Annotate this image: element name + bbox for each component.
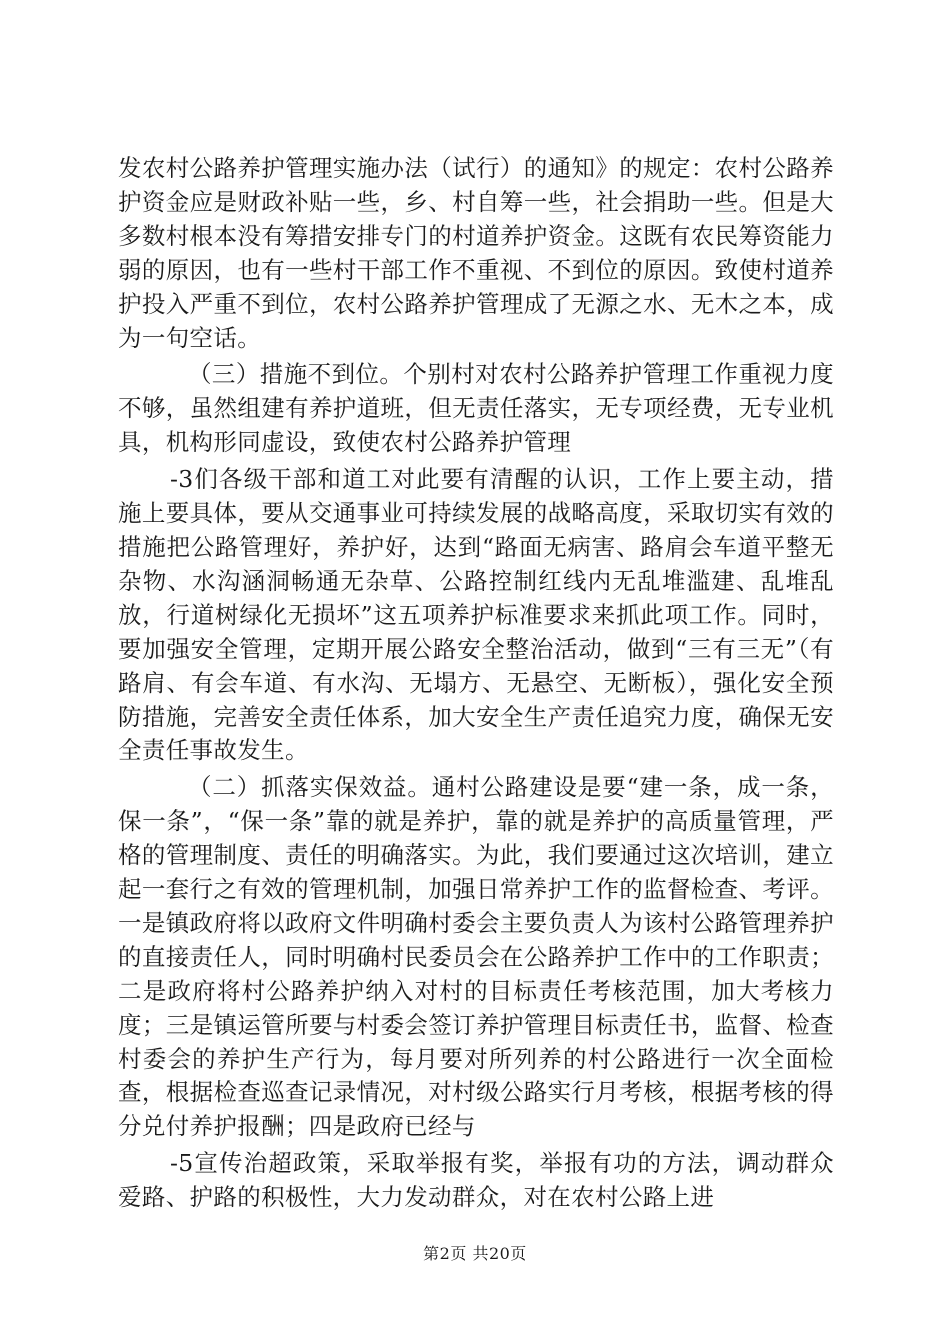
paragraph-funding: 发农村公路养护管理实施办法（试行）的通知》的规定：农村公路养护资金应是财政补贴一些，乡、村自筹一些，社会捐助一些。但是大多数村根本没有筹措安排专门的村道养护资金。这既有农民筹资能力弱的原因，也有一些村干部工作不重视、不到位的原因。致使村道养护投入严重不到位，农村公路养护管理成了无源之水、无木之本，成为一句空话。 bbox=[118, 154, 834, 352]
paragraph-publicity: -5宣传治超政策，采取举报有奖，举报有功的方法，调动群众爱路、护路的积极性，大力发动群众，对在农村公路上进 bbox=[118, 1149, 834, 1212]
paragraph-implementation: （二）抓落实保效益。通村公路建设是要“建一条，成一条，保一条”，“保一条”靠的就是养护，靠的就是养护的高质量管理，严格的管理制度、责任的明确落实。为此，我们要通过这次培训，建立起一套行之有效的管理机制，加强日常养护工作的监督检查、考评。一是镇政府将以政府文件明确村委会主要负责人为该村公路管理养护的直接责任人，同时明确村民委员会在公路养护工作中的工作职责；二是政府将村公路养护纳入对村的目标责任考核范围，加大考核力度；三是镇运管所要与村委会签订养护管理目标责任书，监督、检查村委会的养护生产行为，每月要对所列养的村公路进行一次全面检查，根据检查巡查记录情况，对村级公路实行月考核，根据考核的得分兑付养护报酬；四是政府已经与 bbox=[118, 773, 834, 1141]
paragraph-measures: （三）措施不到位。个别村对农村公路养护管理工作重视力度不够，虽然组建有养护道班，但无责任落实，无专项经费，无专业机具，机构形同虚设，致使农村公路养护管理 bbox=[118, 360, 834, 457]
page-footer: 第2页 共20页 bbox=[423, 1244, 527, 1263]
body-text bbox=[118, 152, 834, 1218]
paragraph-awareness: -3们各级干部和道工对此要有清醒的认识，工作上要主动，措施上要具体，要从交通事业可持续发展的战略高度，采取切实有效的措施把公路管理好，养护好，达到“路面无病害、路肩会车道平整无杂物、水沟涵洞畅通无杂草、公路控制红线内无乱堆滥建、乱堆乱放，行道树绿化无损坏”这五项养护标准要求来抓此项工作。同时，要加强安全管理，定期开展公路安全整治活动，做到“三有三无”（有路肩、有会车道、有水沟、无塌方、无悬空、无断板），强化安全预防措施，完善安全责任体系，加大安全生产责任追究力度，确保无安全责任事故发生。 bbox=[118, 465, 834, 765]
